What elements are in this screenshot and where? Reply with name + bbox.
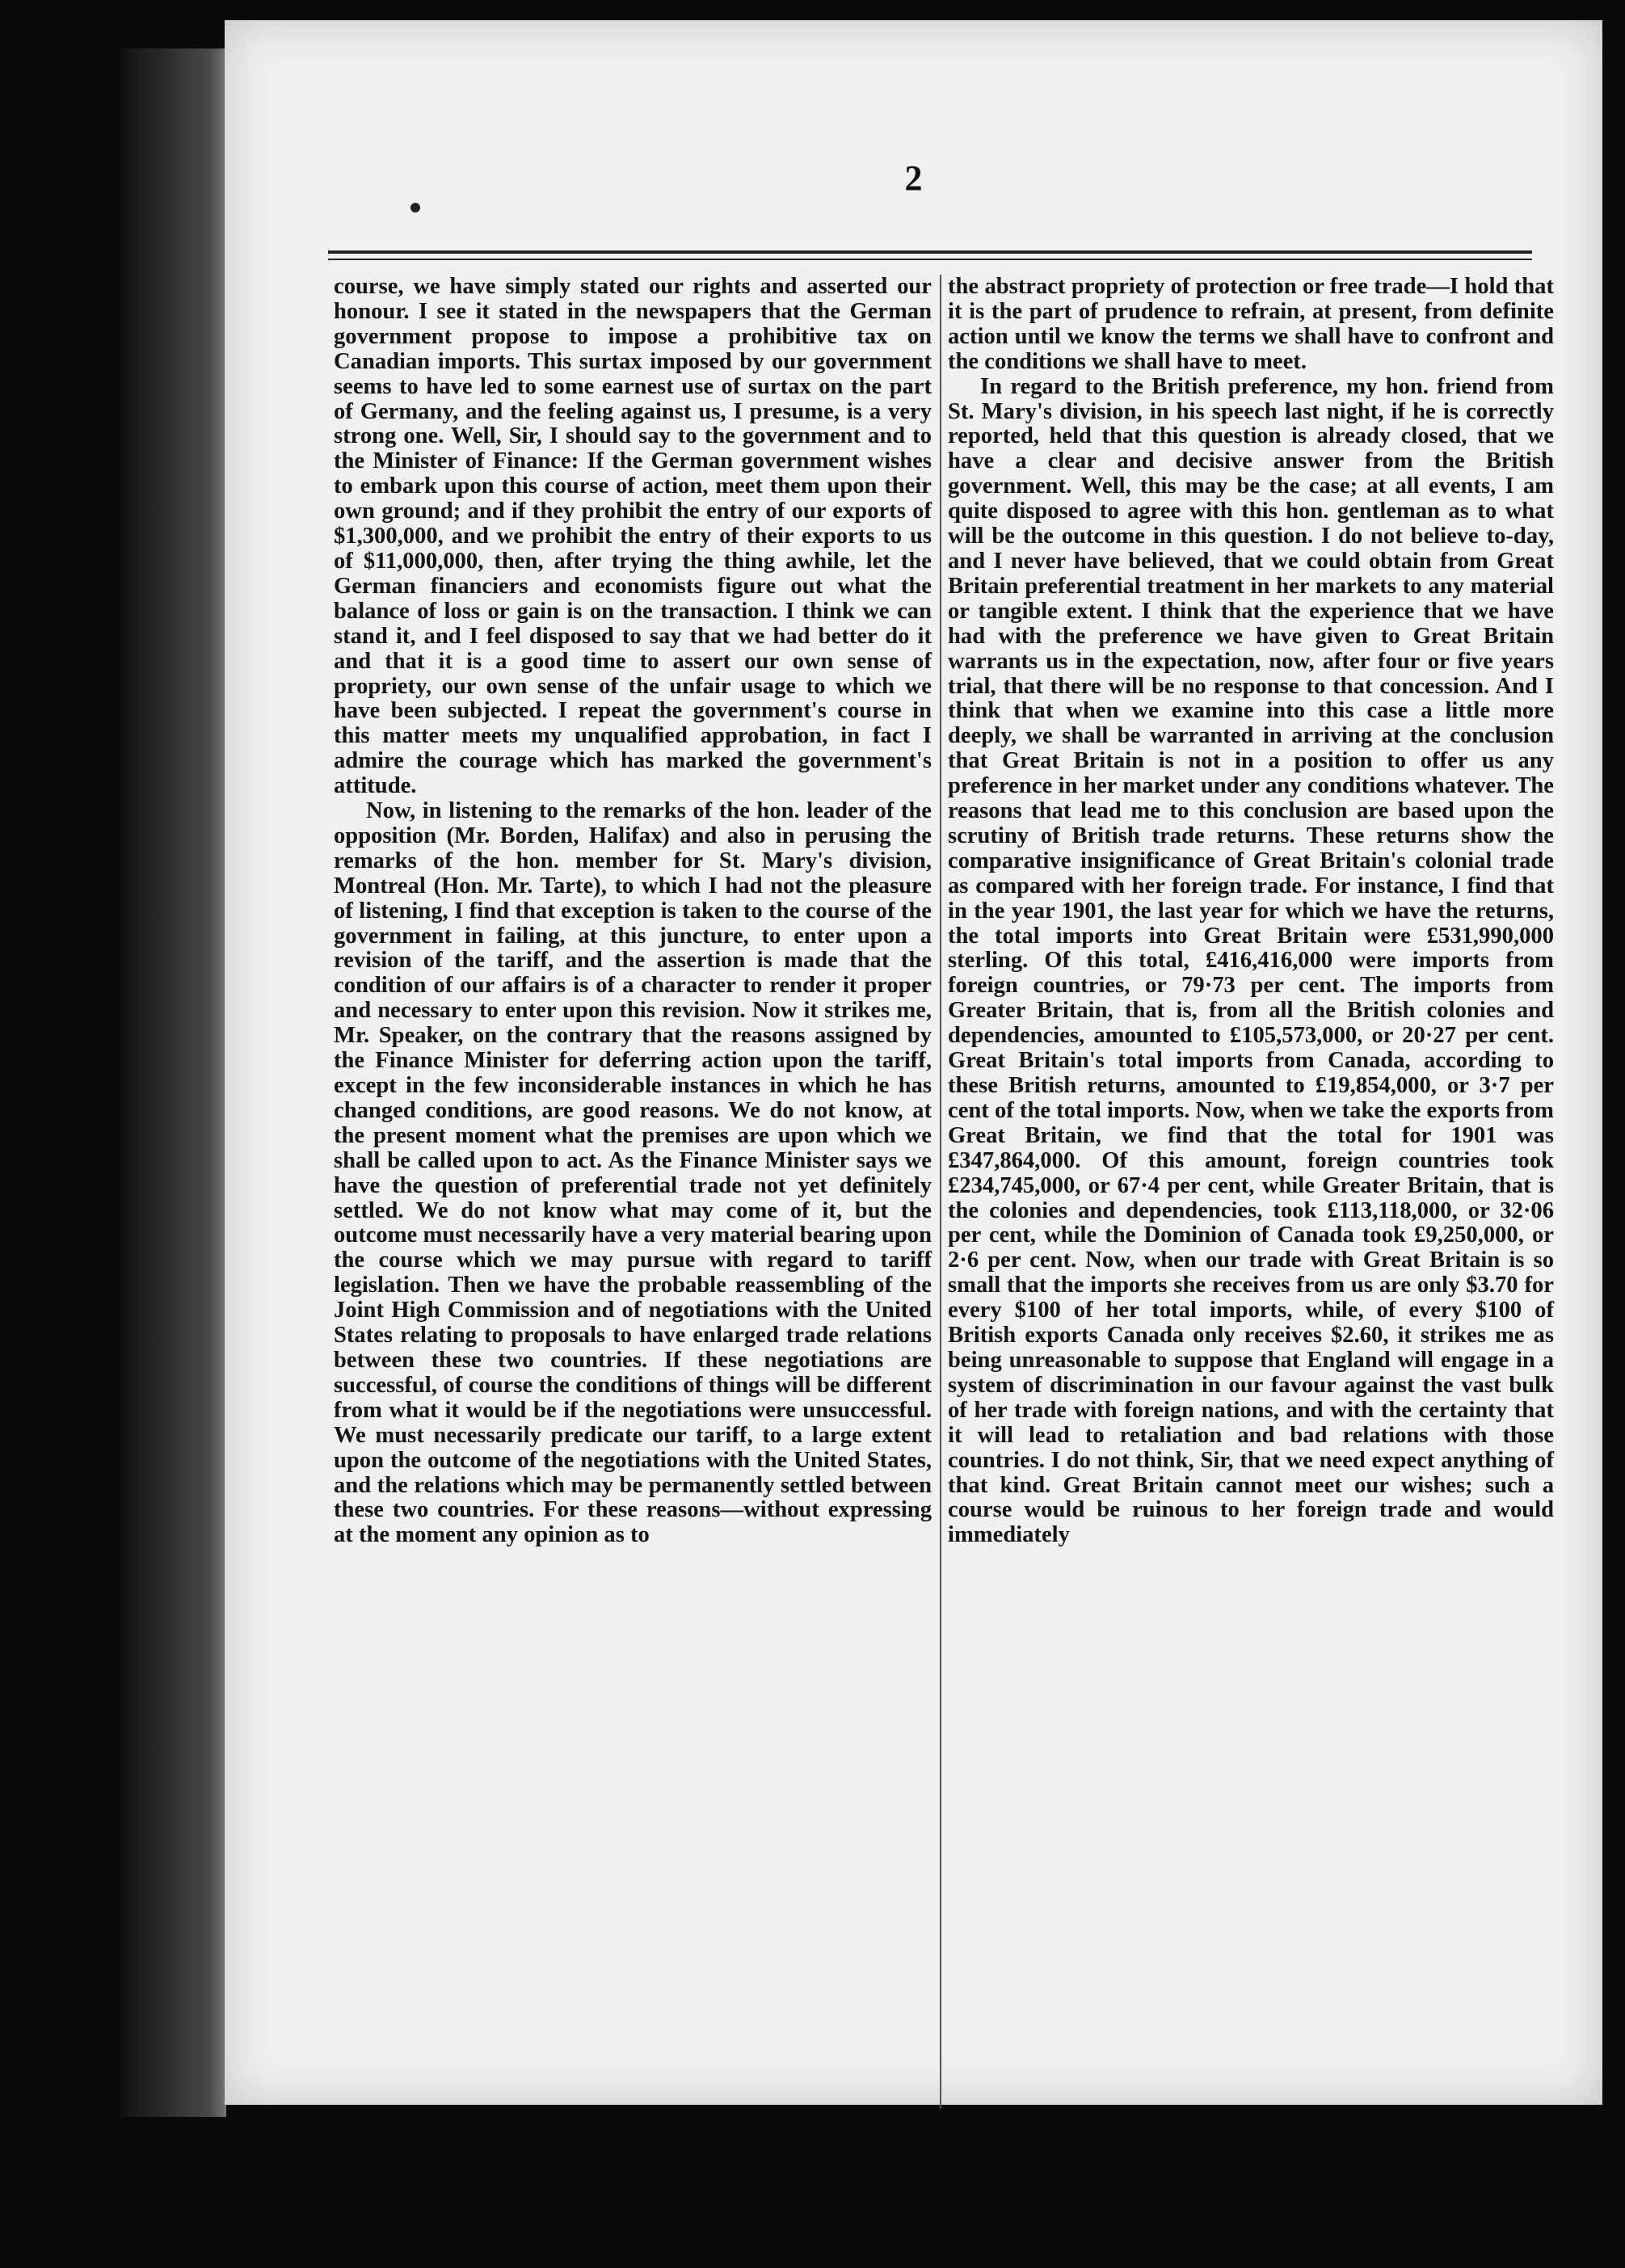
left-paragraph-1: course, we have simply stated our rights and asserted our honour. I see it stated in the newspapers that the German government propose to impose a prohibitive tax on Canadian imports. This surtax imposed by our government seems to have led to some earnest use of surtax on the part of Germany, and the feeling against us, I presume, is a very strong one. Well, Sir, I should say to the government and to the Minister of Finance: If the German government wishes to embark upon this course of action, meet them upon their own ground; and if they prohibit the entry of our exports of $1,300,000, and we prohibit the entry of their exports to us of $11,000,000, then, after trying the thing awhile, let the German financiers and economists figure out what the balance of loss or gain is on the transaction. I think we can stand it, and I feel disposed to say that we had better do it and that it is a good time to assert our own sense of propriety, our own sense of the unfair usage to which we have been subjected. I repeat the government's course in this matter meets my unqualified approbation, in fact I admire the courage which has marked the government's attitude. (334, 274, 932, 799)
newspaper-page (225, 20, 1602, 2105)
left-column (334, 275, 932, 1548)
margin-dot (410, 203, 420, 212)
header-rule-thin (328, 259, 1532, 260)
scan-border (121, 48, 226, 2117)
column-divider (940, 275, 941, 2109)
right-paragraph-2: In regard to the British preference, my hon. friend from St. Mary's division, in his speech last night, if he is correctly reported, held that this question is already closed, that we have a clear and decisive answer from the British government. Well, this may be the case; at all events, I am quite disposed to agree with this hon. gentleman as to what will be the outcome in this question. I do not believe to-day, and I never have believed, that we could obtain from Great Britain preferential treatment in her markets to any material or tangible extent. I think that the experience that we have had with the preference we have given to Great Britain warrants us in the expectation, now, after four or five years trial, that there will be no response to that concession. And I think that when we examine into this case a little more deeply, we shall be warranted in arriving at the conclusion that Great Britain is not in a position to offer us any preference in her market under any conditions whatever. The reasons that lead me to this conclusion are based upon the scrutiny of British trade returns. These returns show the comparative insignificance of Great Britain's colonial trade as compared with her foreign trade. For instance, I find that in the year 1901, the last year for which we have the returns, the total imports into Great Britain were £531,990,000 sterling. Of this total, £416,416,000 were imports from foreign countries, or 79·73 per cent. The imports from Greater Britain, that is, from all the British colonies and dependencies, amounted to £105,573,000, or 20·27 per cent. Great Britain's total imports from Canada, according to these British returns, amounted to £19,854,000, or 3·7 per cent of the total imports. Now, when we take the exports from Great Britain, we find that the total for 1901 was £347,864,000. Of this amount, foreign countries took £234,745,000, or 67·4 per cent, while Greater Britain, that is the colonies and dependencies, took £113,118,000, or 32·06 per cent, while the Dominion of Canada took £9,250,000, or 2·6 per cent. Now, when our trade with Great Britain is so small that the imports she receives from us are only $3.70 for every $100 of her total imports, while, of every $100 of British exports Canada only receives $2.60, it strikes me as being unreasonable to suppose that England will engage in a system of discrimination in our favour against the vast bulk of her trade with foreign nations, and with the certainty that it will lead to retaliation and bad relations with those countries. I do not think, Sir, that we need expect anything of that kind. Great Britain cannot meet our wishes; such a course would be ruinous to her foreign trade and would immediately (948, 373, 1554, 1548)
right-column (948, 275, 1554, 1548)
right-paragraph-1: the abstract propriety of protection or free trade—I hold that it is the part of prudence to refrain, at present, from definite action until we know the terms we shall have to confront and the conditions we shall have to meet. (948, 274, 1554, 374)
header-rule (328, 250, 1532, 254)
page-number: 2 (904, 158, 923, 198)
left-paragraph-2: Now, in listening to the remarks of the hon. leader of the opposition (Mr. Borden, Halifax) and also in perusing the remarks of the hon. member for St. Mary's division, Montreal (Hon. Mr. Tarte), to which I had not the pleasure of listening, I find that exception is taken to the course of the government in failing, at this juncture, to enter upon a revision of the tariff, and the assertion is made that the condition of our affairs is of a character to render it proper and necessary to enter upon this revision. Now it strikes me, Mr. Speaker, on the contrary that the reasons assigned by the Finance Minister for deferring action upon the tariff, except in the few inconsiderable instances in which he has changed conditions, are good reasons. We do not know, at the present moment what the premises are upon which we shall be called upon to act. As the Finance Minister says we have the question of preferential trade not yet definitely settled. We do not know what may come of it, but the outcome must necessarily have a very material bearing upon the course which we may pursue with regard to tariff legislation. Then we have the probable reassembling of the Joint High Commission and of negotiations with the United States relating to proposals to have enlarged trade relations between these two countries. If these negotiations are successful, of course the conditions of things will be different from what it would be if the negotiations were unsuccessful. We must necessarily predicate our tariff, to a large extent upon the outcome of the negotiations with the United States, and the relations which may be permanently settled between these two countries. For these reasons—without expressing at the moment any opinion as to (334, 798, 932, 1548)
